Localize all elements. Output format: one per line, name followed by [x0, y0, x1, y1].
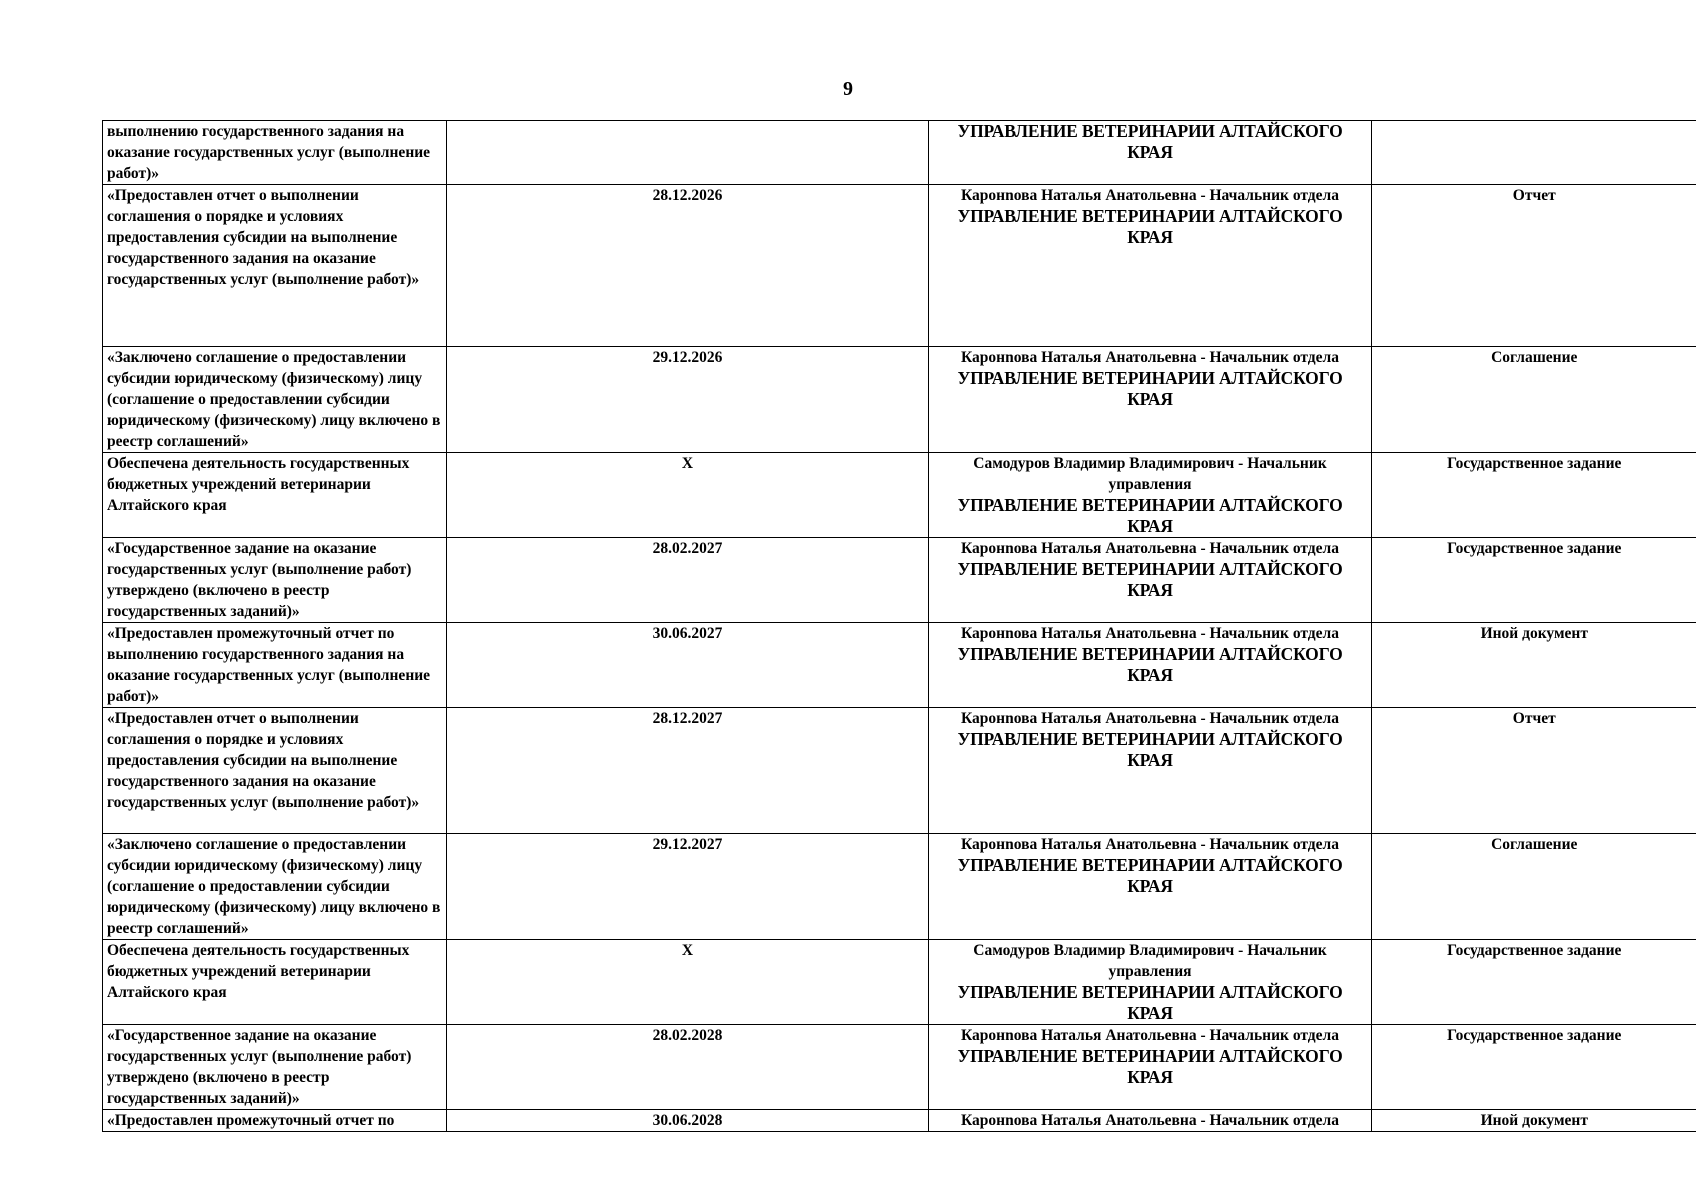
responsible-person: Каронnова Наталья Анатольевна - Начальник отдела — [961, 710, 1339, 727]
document-type-cell: Соглашение — [1372, 834, 1696, 940]
page-number: 9 — [843, 78, 853, 100]
responsible-person: Каронnова Наталья Анатольевна - Начальник отдела — [961, 540, 1339, 557]
document-type-cell: Иной документ — [1372, 1110, 1696, 1132]
responsible-cell — [929, 1110, 1372, 1132]
responsible-person: Каронnова Наталья Анатольевна - Начальник отдела — [961, 1112, 1339, 1129]
responsible-person: Каронnова Наталья Анатольевна - Начальник отдела — [961, 187, 1339, 204]
document-type-cell: Государственное задание — [1372, 1025, 1696, 1110]
document-type-cell: Отчет — [1372, 185, 1696, 347]
table-row — [103, 708, 1696, 834]
event-cell: «Заключено соглашение о предоставлении субсидии юридическому (физическому) лицу (соглашение о предоставлении субсидии юридическому (физическому) лицу включено в реестр соглашений» — [103, 347, 447, 453]
responsible-organization: УПРАВЛЕНИЕ ВЕТЕРИНАРИИ АЛТАЙСКОГО КРАЯ — [957, 495, 1343, 536]
responsible-cell — [929, 623, 1372, 708]
event-cell: «Государственное задание на оказание государственных услуг (выполнение работ) утверждено (включено в реестр государственных заданий)» — [103, 538, 447, 623]
table-row — [103, 1025, 1696, 1110]
responsible-organization: УПРАВЛЕНИЕ ВЕТЕРИНАРИИ АЛТАЙСКОГО КРАЯ — [957, 368, 1343, 409]
responsible-cell — [929, 538, 1372, 623]
responsible-person: Самодуров Владимир Владимирович - Начальник управления — [973, 455, 1327, 493]
document-type-cell: Соглашение — [1372, 347, 1696, 453]
responsible-cell — [929, 708, 1372, 834]
responsible-organization: УПРАВЛЕНИЕ ВЕТЕРИНАРИИ АЛТАЙСКОГО КРАЯ — [957, 644, 1343, 685]
table-row — [103, 121, 1696, 185]
event-cell: выполнению государственного задания на оказание государственных услуг (выполнение работ)» — [103, 121, 447, 185]
responsible-organization: УПРАВЛЕНИЕ ВЕТЕРИНАРИИ АЛТАЙСКОГО КРАЯ — [957, 1046, 1343, 1087]
document-type-cell: Государственное задание — [1372, 538, 1696, 623]
event-cell: «Предоставлен промежуточный отчет по выполнению государственного задания на оказание государственных услуг (выполнение работ)» — [103, 623, 447, 708]
table-row — [103, 453, 1696, 538]
responsible-organization: УПРАВЛЕНИЕ ВЕТЕРИНАРИИ АЛТАЙСКОГО КРАЯ — [957, 982, 1343, 1023]
responsible-person: Каронnова Наталья Анатольевна - Начальник отдела — [961, 625, 1339, 642]
document-type-cell — [1372, 121, 1696, 185]
control-points-table — [102, 120, 1696, 1132]
date-cell: 28.12.2026 — [447, 185, 929, 347]
responsible-cell — [929, 121, 1372, 185]
date-cell: 28.02.2028 — [447, 1025, 929, 1110]
responsible-organization: УПРАВЛЕНИЕ ВЕТЕРИНАРИИ АЛТАЙСКОГО КРАЯ — [957, 559, 1343, 600]
date-cell: 29.12.2027 — [447, 834, 929, 940]
event-cell: «Государственное задание на оказание государственных услуг (выполнение работ) утверждено (включено в реестр государственных заданий)» — [103, 1025, 447, 1110]
date-cell: 30.06.2027 — [447, 623, 929, 708]
document-type-cell: Иной документ — [1372, 623, 1696, 708]
table-row — [103, 347, 1696, 453]
date-cell: X — [447, 453, 929, 538]
table-row — [103, 623, 1696, 708]
date-cell — [447, 121, 929, 185]
document-type-cell: Отчет — [1372, 708, 1696, 834]
responsible-organization: УПРАВЛЕНИЕ ВЕТЕРИНАРИИ АЛТАЙСКОГО КРАЯ — [957, 206, 1343, 247]
responsible-cell — [929, 834, 1372, 940]
date-cell: 28.02.2027 — [447, 538, 929, 623]
responsible-person: Каронnова Наталья Анатольевна - Начальник отдела — [961, 836, 1339, 853]
responsible-cell — [929, 453, 1372, 538]
responsible-cell — [929, 1025, 1372, 1110]
event-cell: Обеспечена деятельность государственных бюджетных учреждений ветеринарии Алтайского края — [103, 940, 447, 1025]
responsible-cell — [929, 347, 1372, 453]
responsible-organization: УПРАВЛЕНИЕ ВЕТЕРИНАРИИ АЛТАЙСКОГО КРАЯ — [957, 729, 1343, 770]
responsible-cell — [929, 940, 1372, 1025]
table-row — [103, 538, 1696, 623]
responsible-person: Каронnова Наталья Анатольевна - Начальник отдела — [961, 349, 1339, 366]
date-cell: 29.12.2026 — [447, 347, 929, 453]
event-cell: «Предоставлен отчет о выполнении соглашения о порядке и условиях предоставления субсидии на выполнение государственного задания на оказание государственных услуг (выполнение работ)» — [103, 185, 447, 347]
responsible-cell — [929, 185, 1372, 347]
table-row — [103, 940, 1696, 1025]
table-row — [103, 834, 1696, 940]
event-cell: «Заключено соглашение о предоставлении субсидии юридическому (физическому) лицу (соглашение о предоставлении субсидии юридическому (физическому) лицу включено в реестр соглашений» — [103, 834, 447, 940]
event-cell: «Предоставлен отчет о выполнении соглашения о порядке и условиях предоставления субсидии на выполнение государственного задания на оказание государственных услуг (выполнение работ)» — [103, 708, 447, 834]
responsible-organization: УПРАВЛЕНИЕ ВЕТЕРИНАРИИ АЛТАЙСКОГО КРАЯ — [957, 855, 1343, 896]
table-row — [103, 185, 1696, 347]
responsible-person: Каронnова Наталья Анатольевна - Начальник отдела — [961, 1027, 1339, 1044]
responsible-person: Самодуров Владимир Владимирович - Начальник управления — [973, 942, 1327, 980]
responsible-organization: УПРАВЛЕНИЕ ВЕТЕРИНАРИИ АЛТАЙСКОГО КРАЯ — [957, 121, 1343, 162]
event-cell: Обеспечена деятельность государственных бюджетных учреждений ветеринарии Алтайского края — [103, 453, 447, 538]
event-cell: «Предоставлен промежуточный отчет по — [103, 1110, 447, 1132]
document-type-cell: Государственное задание — [1372, 940, 1696, 1025]
document-type-cell: Государственное задание — [1372, 453, 1696, 538]
date-cell: 30.06.2028 — [447, 1110, 929, 1132]
table-row — [103, 1110, 1696, 1132]
date-cell: 28.12.2027 — [447, 708, 929, 834]
table-body — [103, 121, 1696, 1132]
date-cell: X — [447, 940, 929, 1025]
